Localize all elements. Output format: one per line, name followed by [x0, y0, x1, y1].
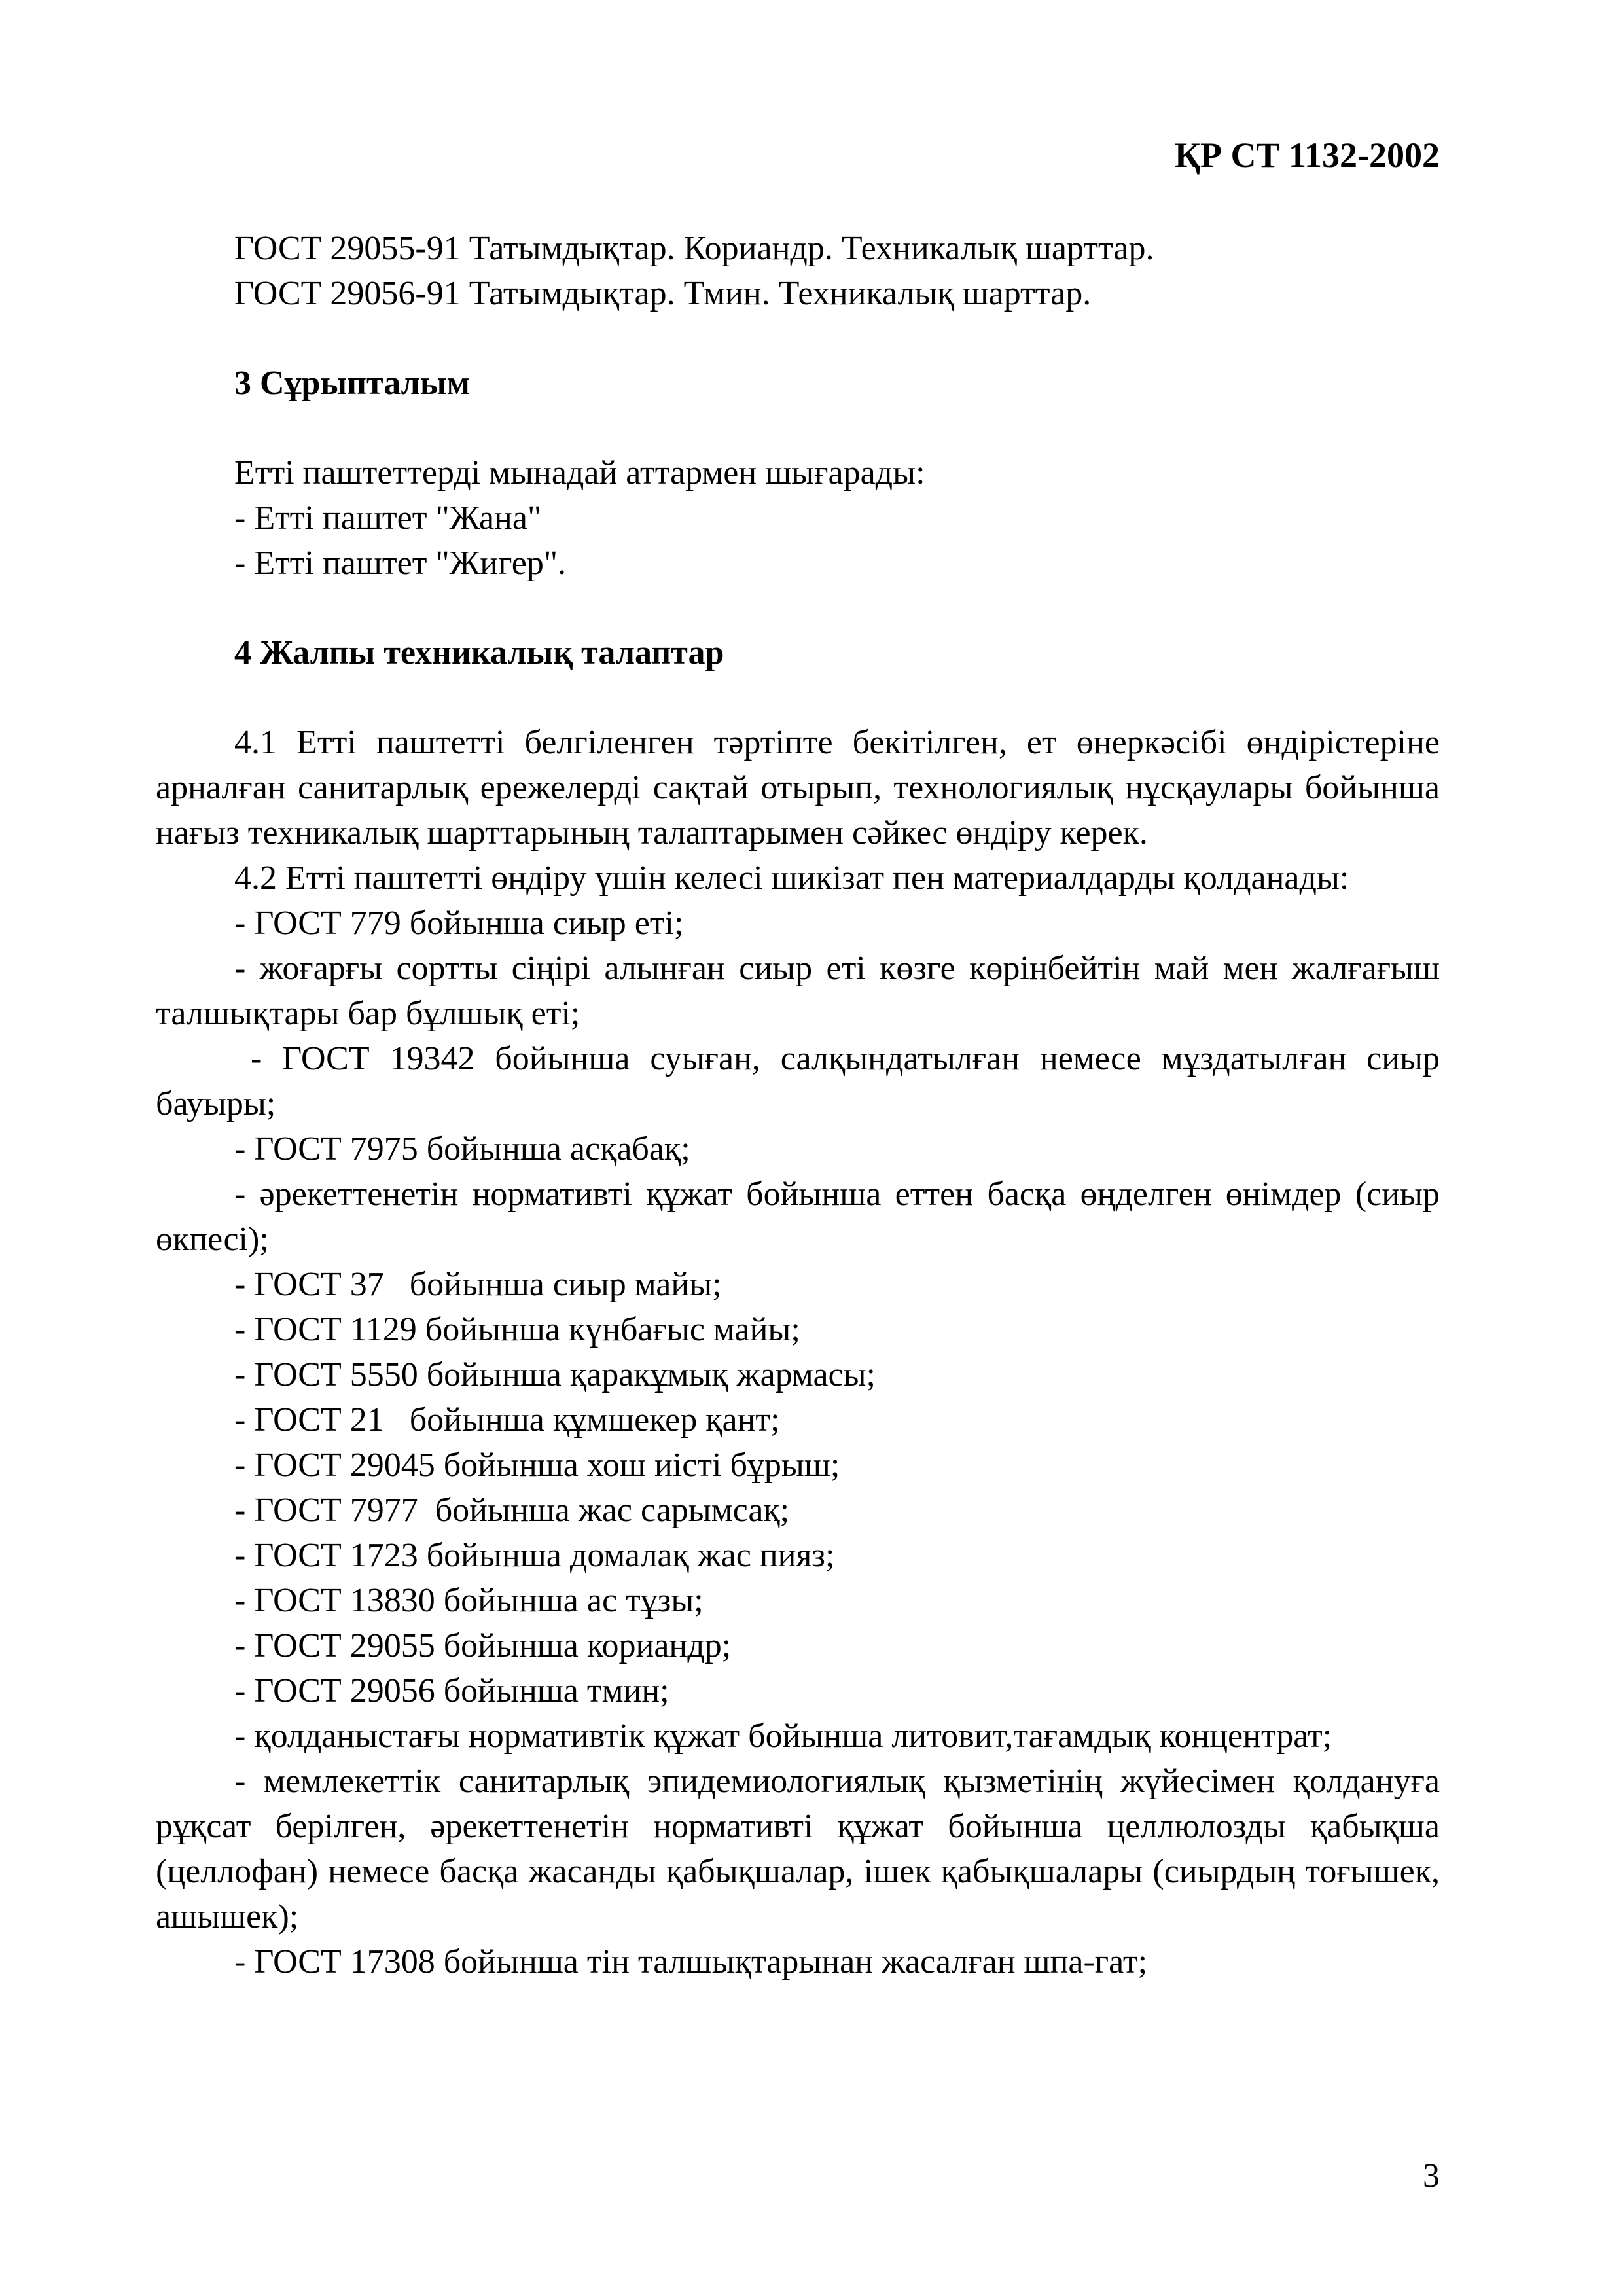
- material-item: - ГОСТ 1723 бойынша домалақ жас пияз;: [234, 1537, 835, 1574]
- material-item: - ГОСТ 21 бойынша құмшекер қант;: [234, 1401, 780, 1439]
- material-item: - ГОСТ 29056 бойынша тмин;: [234, 1672, 669, 1710]
- reference-line: ГОСТ 29056-91 Татымдықтар. Тмин. Техникалық шарттар.: [234, 275, 1092, 312]
- reference-line: ГОСТ 29055-91 Татымдықтар. Кориандр. Техникалық шарттар.: [234, 230, 1154, 267]
- material-item: - қолданыстағы нормативтік құжат бойынша литовит,тағамдық концентрат;: [234, 1717, 1332, 1755]
- assortment-item: - Етті паштет "Жигер".: [234, 545, 567, 582]
- material-item: - ГОСТ 7977 бойынша жас сарымсақ;: [234, 1492, 790, 1529]
- paragraph-4-1: 4.1 Етті паштетті белгіленген тәртіпте бекітілген, ет өнеркәсібі өндірістеріне арналған санитарлық ережелерді сақтай отырып, технологиялық нұсқаулары бойынша нағыз техникалық шарттарының талаптарымен сәйкес өндіру керек.: [156, 724, 1440, 852]
- material-item: - жоғарғы сортты сіңірі алынған сиыр еті көзге көрінбейтін май мен жалғағыш талшықтары бар бұлшық еті;: [156, 950, 1440, 1032]
- material-item: - ГОСТ 19342 бойынша суыған, салқындатылған немесе мұздатылған сиыр бауыры;: [156, 1040, 1440, 1122]
- section-3-intro: Етті паштеттерді мынадай аттармен шығарады:: [234, 454, 925, 492]
- material-item: - ГОСТ 37 бойынша сиыр майы;: [234, 1266, 722, 1303]
- material-item: - ГОСТ 5550 бойынша қаракұмық жармасы;: [234, 1356, 876, 1393]
- material-item: - мемлекеттік санитарлық эпидемиологиялық қызметінің жүйесімен қолдануға рұқсат берілген, әрекеттенетін нормативті құжат бойынша целлюлозды қабықша (целлофан) немесе басқа жасанды қабықшалар, ішек қабықшалары (сиырдың тоғышек, ашышек);: [156, 1763, 1440, 1935]
- material-item: - ГОСТ 13830 бойынша ас тұзы;: [234, 1582, 704, 1619]
- material-item: - әрекеттенетін нормативті құжат бойынша еттен басқа өңделген өнімдер (сиыр өкпесі);: [156, 1175, 1440, 1258]
- document-body: [156, 226, 1440, 1984]
- material-item: - ГОСТ 29045 бойынша хош иісті бұрыш;: [234, 1446, 840, 1484]
- assortment-item: - Етті паштет "Жана": [234, 499, 542, 537]
- document-code: ҚР СТ 1132-2002: [1174, 135, 1440, 175]
- material-item: - ГОСТ 29055 бойынша кориандр;: [234, 1627, 732, 1664]
- material-item: - ГОСТ 7975 бойынша асқабақ;: [234, 1130, 690, 1168]
- page-number: 3: [1423, 2157, 1440, 2195]
- section-3-title: 3 Сұрыпталым: [234, 365, 470, 402]
- paragraph-4-2: 4.2 Етті паштетті өндіру үшін келесі шикізат пен материалдарды қолданады:: [234, 859, 1349, 897]
- section-4-title: 4 Жалпы техникалық талаптар: [234, 634, 724, 672]
- material-item: - ГОСТ 779 бойынша сиыр еті;: [234, 905, 684, 942]
- material-item: - ГОСТ 1129 бойынша күнбағыс майы;: [234, 1311, 800, 1348]
- material-item: - ГОСТ 17308 бойынша тін талшықтарынан жасалған шпа-гат;: [234, 1943, 1148, 1981]
